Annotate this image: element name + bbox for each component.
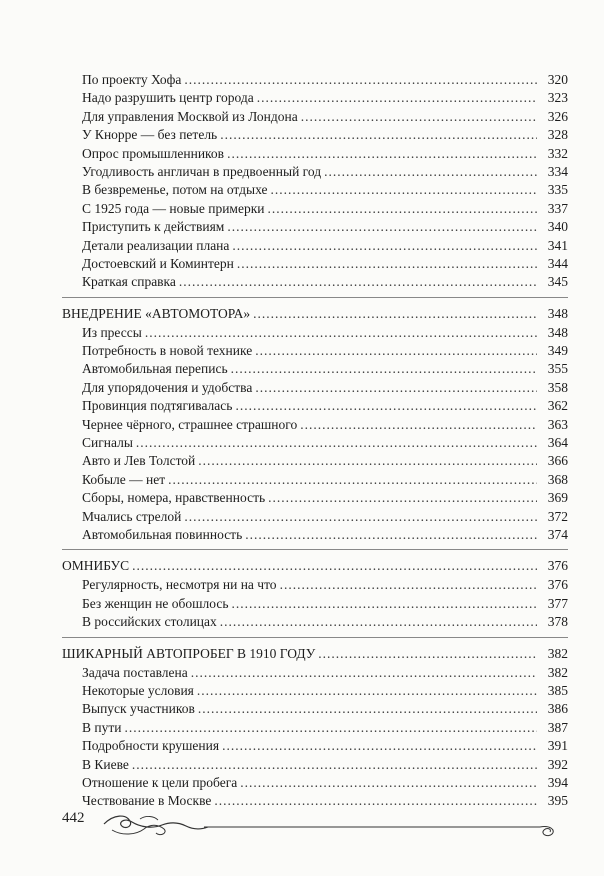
toc-entry-title: ОМНИБУС [62,558,130,574]
dot-leader [237,256,537,272]
toc-entry-title: Автомобильная повинность [82,526,243,542]
toc-entry-page: 323 [547,90,568,106]
toc-subitem [62,127,568,145]
toc-entry-title: Детали реализации плана [82,237,230,253]
toc-entry-page: 366 [547,453,568,469]
toc-entry-page: 376 [547,558,568,574]
toc-entry-page: 369 [547,490,568,506]
toc-entry-page: 328 [547,127,568,143]
toc-subitem [62,90,568,108]
toc-entry-title: Выпуск участников [82,701,195,717]
toc-entry-page: 392 [547,756,568,772]
dot-leader [214,793,537,809]
toc-entry-page: 362 [547,398,568,414]
toc-entry-title: Кобыле — нет [82,471,166,487]
toc-subitem [62,380,568,398]
toc-subitem [62,201,568,219]
toc-section [62,646,568,816]
toc-subitem [62,182,568,200]
dot-leader [184,72,537,88]
dot-leader [255,380,537,396]
toc-subitem [62,775,568,793]
toc-subitem [62,577,568,595]
dot-leader [179,274,537,290]
toc-entry-page: 374 [547,526,568,542]
toc-entry-page: 358 [547,379,568,395]
toc-entry-page: 372 [547,508,568,524]
dot-leader [227,219,537,235]
toc-entry-title: В Киеве [82,756,129,772]
toc-entry-page: 376 [547,577,568,593]
toc-subitem-list [62,325,568,550]
toc-entry-title: Из прессы [82,324,142,340]
dot-leader [232,596,537,612]
toc-subitem [62,398,568,416]
toc-entry-page: 382 [547,645,568,661]
toc-entry-title: Некоторые условия [82,682,194,698]
toc-subitem [62,325,568,343]
toc-entry-title: Для упорядочения и удобства [82,379,253,395]
toc-subitem-list [62,72,568,297]
dot-leader [271,182,538,198]
page-number: 442 [62,810,85,826]
toc-subitem [62,527,568,545]
dot-leader [235,398,537,414]
toc-entry-title: Регулярность, несмотря ни на что [82,577,277,593]
toc-chapter-heading [62,306,568,325]
toc-chapter-heading [62,558,568,577]
toc-entry-page: 378 [547,614,568,630]
toc-entry-page: 341 [547,237,568,253]
toc-subitem [62,793,568,811]
toc-entry-title: Приступить к действиям [82,219,225,235]
dot-leader [240,775,537,791]
toc-entry-page: 377 [547,595,568,611]
dot-leader [231,361,537,377]
dot-leader [232,238,537,254]
toc-section-continued [62,72,568,298]
toc-entry-title: ВНЕДРЕНИЕ «АВТОМОТОРА» [62,305,251,321]
toc-subitem [62,417,568,435]
dot-leader [227,146,537,162]
toc-chapters [62,306,568,816]
toc-entry-title: Краткая справка [82,274,176,290]
toc-section [62,558,568,637]
toc-entry-title: Опрос промышленников [82,145,225,161]
toc-entry-title: Задача поставлена [82,664,188,680]
toc-subitem [62,738,568,756]
toc-entry-page: 363 [547,416,568,432]
toc-entry-title: Провинция подтягивалась [82,398,233,414]
toc-subitem [62,490,568,508]
dot-leader [191,665,537,681]
flourish-ornament-icon [100,810,562,840]
toc-entry-page: 364 [547,435,568,451]
dot-leader [301,109,537,125]
toc-entry-title: Мчались стрелой [82,508,182,524]
toc-entry-title: Сборы, номера, нравственность [82,490,266,506]
toc-entry-title: По проекту Хофа [82,72,182,87]
toc-entry-page: 320 [547,72,568,87]
toc-entry-page: 395 [547,793,568,809]
toc-subitem [62,164,568,182]
toc-entry-title: Угодливость англичан в предвоенный год [82,163,322,179]
toc-subitem-list [62,577,568,636]
toc-subitem [62,435,568,453]
toc-entry-page: 391 [547,738,568,754]
toc-entry-page: 368 [547,471,568,487]
toc-entry-title: Достоевский и Коминтерн [82,255,234,271]
toc-subitem [62,256,568,274]
dot-leader [222,738,537,754]
toc-entry-page: 349 [547,343,568,359]
toc-subitem [62,665,568,683]
toc-entry-title: В безвременье, потом на отдыхе [82,182,268,198]
toc-entry-title: Отношение к цели пробега [82,774,238,790]
dot-leader [145,325,537,341]
toc-subitem [62,238,568,256]
dot-leader [245,527,537,543]
toc-entry-page: 335 [547,182,568,198]
toc-entry-page: 382 [547,664,568,680]
toc-entry-page: 344 [547,255,568,271]
toc-section [62,306,568,551]
toc-entry-page: 332 [547,145,568,161]
toc-subitem [62,274,568,292]
toc-subitem [62,757,568,775]
toc-entry-title: Чернее чёрного, страшнее страшного [82,416,298,432]
toc-subitem [62,453,568,471]
toc-entry-title: Чествование в Москве [82,793,212,809]
toc-subitem [62,343,568,361]
toc-entry-page: 340 [547,219,568,235]
dot-leader [136,435,537,451]
toc-subitem [62,720,568,738]
toc-entry-page: 386 [547,701,568,717]
page-footer [62,810,562,840]
toc-entry-page: 385 [547,682,568,698]
toc-entry-title: Подробности крушения [82,738,220,754]
toc-entry-title: Авто и Лев Толстой [82,453,196,469]
toc-subitem [62,109,568,127]
toc-subitem [62,72,568,90]
toc-entry-title: В российских столицах [82,614,217,630]
dot-leader [318,646,537,662]
toc-entry-page: 394 [547,774,568,790]
toc-subitem [62,614,568,632]
toc-entry-title: Для управления Москвой из Лондона [82,108,298,124]
dot-leader [257,90,537,106]
toc-entry-page: 334 [547,163,568,179]
dot-leader [268,490,537,506]
toc-subitem [62,146,568,164]
dot-leader [220,127,537,143]
dot-leader [255,343,537,359]
dot-leader [132,757,537,773]
dot-leader [184,509,537,525]
table-of-contents [62,72,568,816]
dot-leader [198,701,537,717]
dot-leader [168,472,537,488]
dot-leader [280,577,537,593]
toc-chapter-heading [62,646,568,665]
toc-entry-title: С 1925 года — новые примерки [82,200,265,216]
toc-entry-title: Сигналы [82,435,133,451]
dot-leader [132,558,537,574]
toc-entry-page: 387 [547,719,568,735]
toc-entry-title: ШИКАРНЫЙ АВТОПРОБЕГ В 1910 ГОДУ [62,645,316,661]
toc-entry-page: 348 [547,305,568,321]
toc-subitem [62,509,568,527]
toc-entry-page: 337 [547,200,568,216]
dot-leader [300,417,537,433]
toc-subitem [62,683,568,701]
toc-subitem [62,472,568,490]
toc-entry-page: 348 [547,324,568,340]
dot-leader [198,453,537,469]
dot-leader [267,201,537,217]
toc-entry-page: 355 [547,361,568,377]
toc-subitem [62,701,568,719]
dot-leader [220,614,537,630]
dot-leader [324,164,537,180]
toc-entry-title: У Кнорре — без петель [82,127,218,143]
toc-subitem [62,361,568,379]
toc-entry-page: 326 [547,108,568,124]
toc-entry-title: В пути [82,719,122,735]
dot-leader [124,720,537,736]
toc-entry-title: Потребность в новой технике [82,343,253,359]
toc-entry-title: Без женщин не обошлось [82,595,229,611]
toc-entry-page: 345 [547,274,568,290]
toc-subitem-list [62,665,568,816]
toc-entry-title: Автомобильная перепись [82,361,228,377]
toc-subitem [62,219,568,237]
dot-leader [197,683,537,699]
toc-entry-title: Надо разрушить центр города [82,90,254,106]
dot-leader [253,306,537,322]
toc-subitem [62,596,568,614]
